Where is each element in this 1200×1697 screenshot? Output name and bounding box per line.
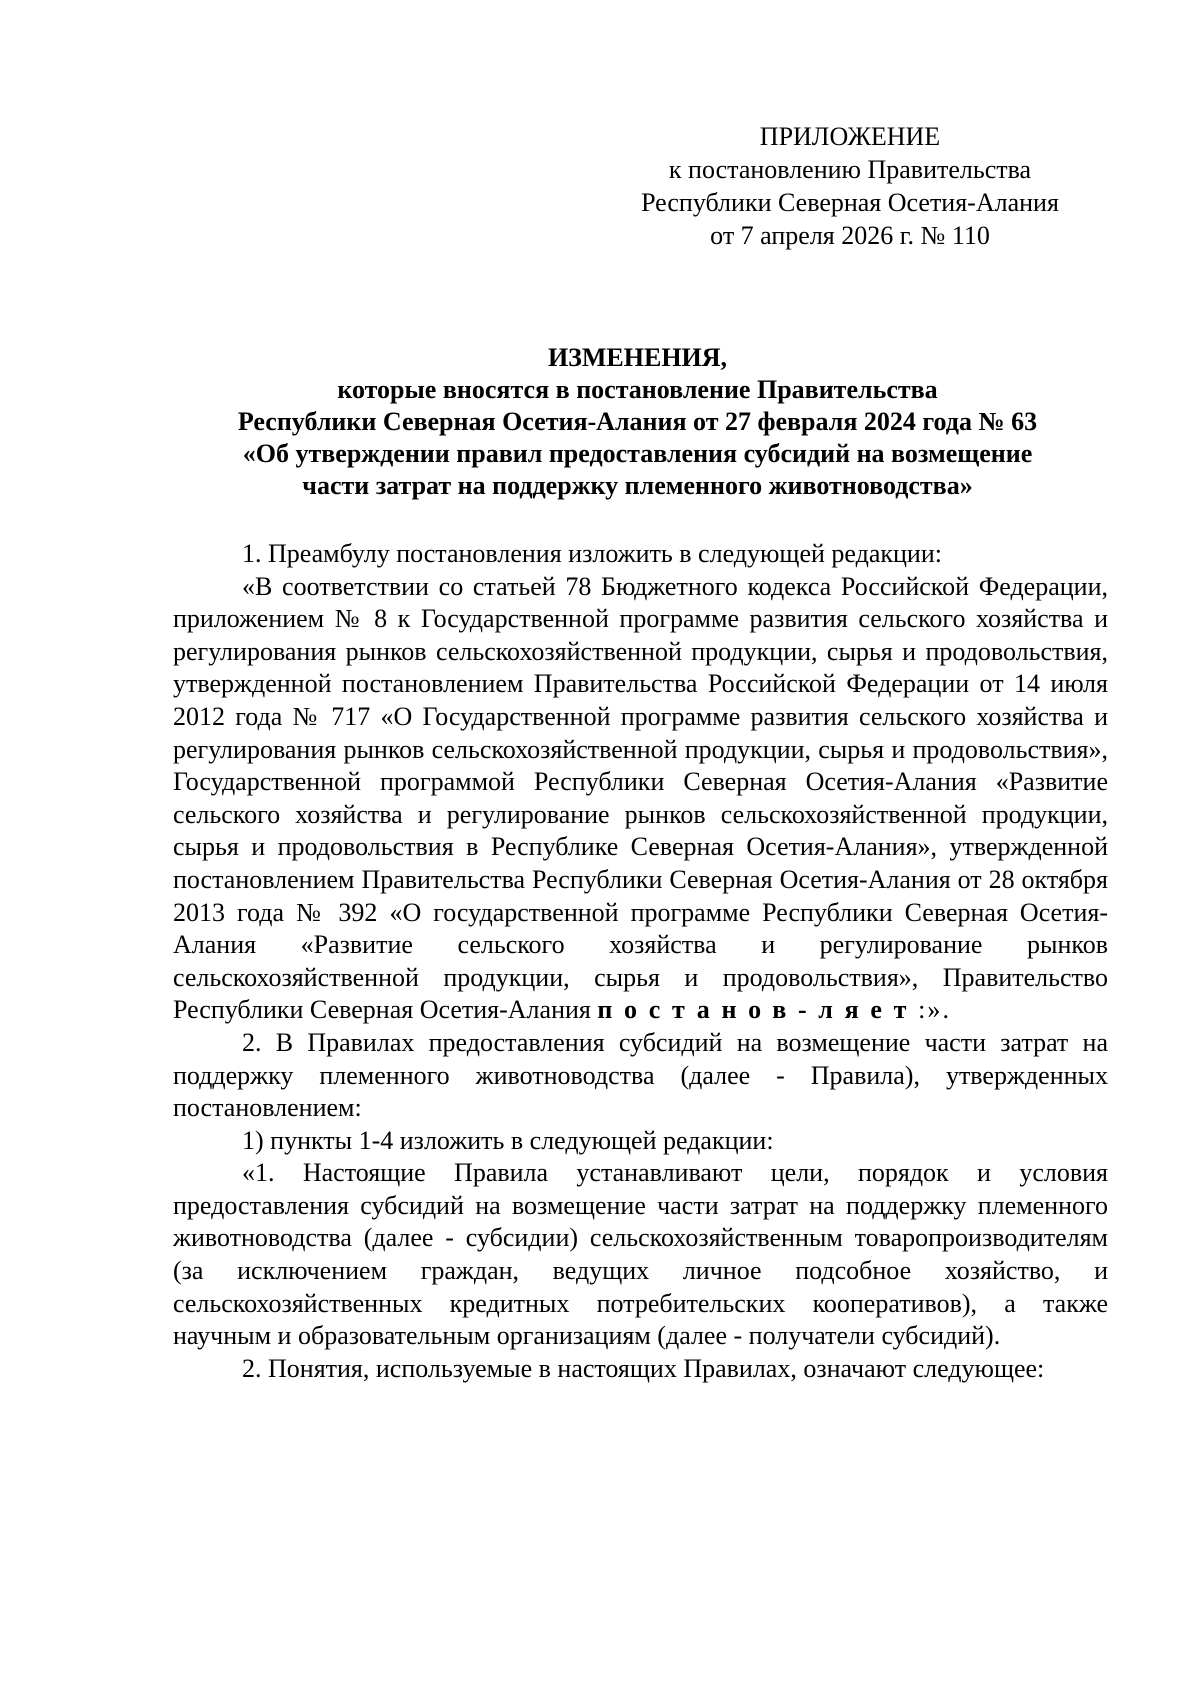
appendix-reference-line: к постановлению Правительства [668, 155, 1032, 184]
appendix-republic-line: Республики Северная Осетия-Алания [641, 188, 1059, 217]
preamble-text: «В соответствии со статьей 78 Бюджетного кодекса Российской Федерации, приложением № 8 к Государственной программе развития сельского хозяйства и регулирования рынков сельскохозяйственной продукции, сырья и продовольствия, утвержденной постановлением Правительства Российской Федерации от 14 июля 2012 года № 717 «О Государственной программе развития сельского хозяйства и регулирования рынков сельскохозяйственной продукции, сырья и продовольствия», Государственной программой Республики Северная Осетия-Алания «Развитие сельского хозяйства и регулирование рынков сельскохозяйственной продукции, сырья и продовольствия в Республике Северная Осетия-Алания», утвержденной постановлением Правительства Республики Северная Осетия-Алания от 28 октября 2013 года № 392 «О государственной программе Республики Северная Осетия-Алания «Развитие сельского хозяйства и регулирование рынков сельскохозяйственной продукции, сырья и продовольствия», Правительство Республики Северная Осетия-Алания [173, 571, 1108, 1025]
document-body [173, 538, 1108, 1385]
paragraph-2 [173, 571, 1108, 1027]
paragraph-5: «1. Настоящие Правила устанавливают цели, порядок и условия предоставления субсидий на возмещение части затрат на поддержку племенного животноводства (далее - субсидии) сельскохозяйственным товаропроизводителям (за исключением граждан, ведущих личное подсобное хозяйство, и сельскохозяйственных кредитных потребительских кооперативов), а также научным и образовательным организациям (далее - получатели субсидий). [173, 1158, 1108, 1351]
document-title [170, 342, 1105, 502]
appendix-date-number: от 7 апреля 2026 г. № 110 [710, 221, 990, 250]
appendix-header [595, 120, 1105, 252]
paragraph-6: 2. Понятия, используемые в настоящих Правилах, означают следующее: [242, 1353, 1045, 1383]
title-line-5: части затрат на поддержку племенного животноводства» [302, 471, 973, 500]
title-heading: ИЗМЕНЕНИЯ, [547, 343, 728, 372]
paragraph-4: 1) пункты 1-4 изложить в следующей редакции: [242, 1125, 774, 1155]
preamble-end: :». [918, 995, 952, 1025]
title-line-3: Республики Северная Осетия-Алания от 27 февраля 2024 года № 63 [237, 407, 1038, 436]
title-line-2: которые вносятся в постановление Правительства [337, 375, 938, 404]
decree-keyword: постанов-ляет [597, 995, 919, 1025]
paragraph-3: 2. В Правилах предоставления субсидий на возмещение части затрат на поддержку племенного животноводства (далее - Правила), утвержденных постановлением: [173, 1027, 1108, 1123]
title-line-4: «Об утверждении правил предоставления субсидий на возмещение [242, 439, 1033, 468]
appendix-label: ПРИЛОЖЕНИЕ [759, 122, 941, 151]
paragraph-1: 1. Преамбулу постановления изложить в следующей редакции: [242, 539, 942, 568]
